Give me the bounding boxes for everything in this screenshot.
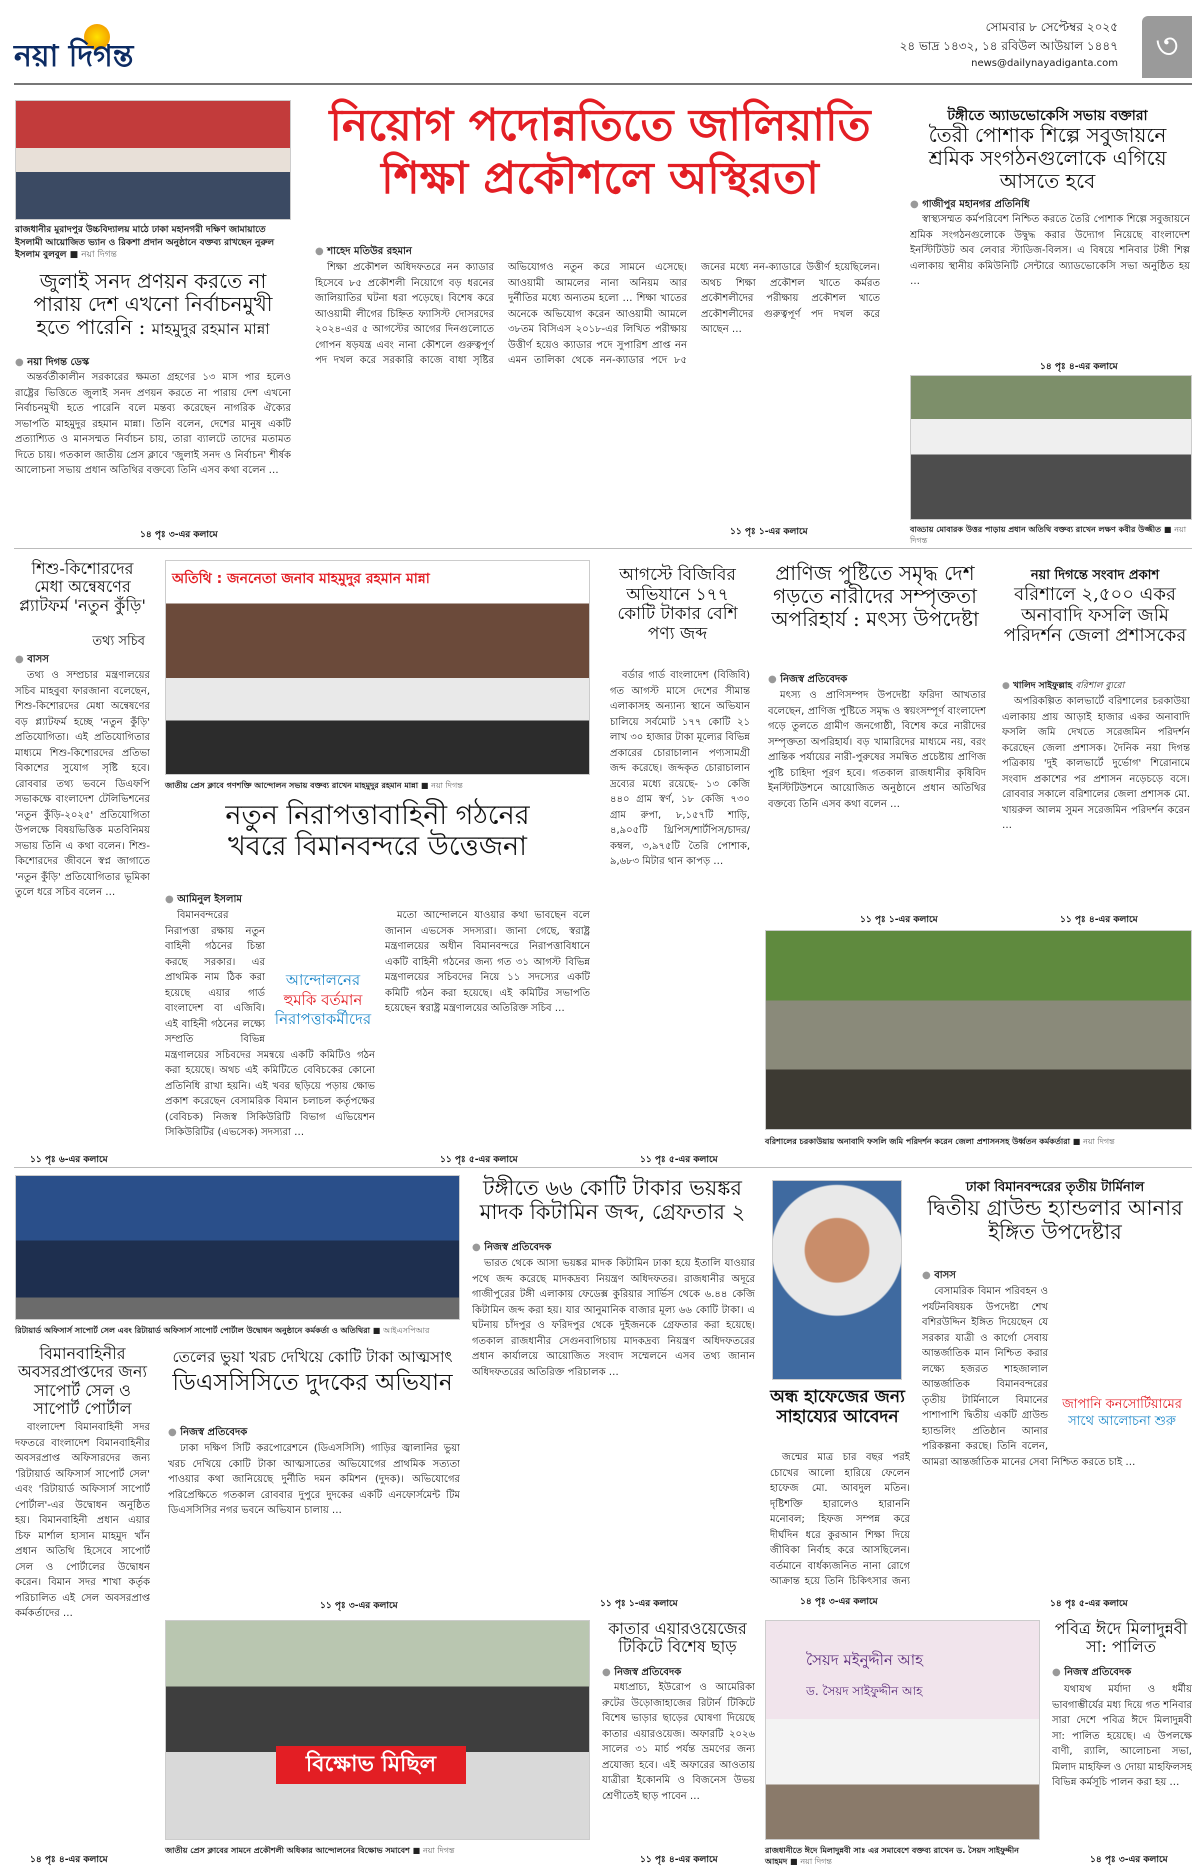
milad-byline: ● নিজস্ব প্রতিবেদক bbox=[1052, 1665, 1131, 1682]
airforce-headline: বিমানবাহিনীর অবসরপ্রাপ্তদের জন্য সাপোর্ট সেল ও সাপোর্ট পোর্টাল bbox=[17, 1344, 148, 1419]
garments-kicker: টঙ্গীতে অ্যাডভোকেসি সভায় বক্তারা bbox=[947, 108, 1148, 124]
lead-body bbox=[315, 260, 880, 522]
photo-source: নয়া দিগন্ত bbox=[1083, 1137, 1115, 1146]
body-text: জন্মের মাত্র চার বছর পরই চোখের আলো হারিয়ে ফেলেন হাফেজ মো. আবদুল মতিন। দৃষ্টিশক্তি হারালেও হারাননি মনোবল; হিফজ সম্পন্ন করে দীর্ঘদিন ধরে কুরআন শিক্ষা দিয়ে জীবিকা নির্বাহ করে আসছিলেন। বর্তমানে বার্ধক্যজনিত নানা রোগে আক্রান্ত হয়ে তিনি চিকিৎসার জন্য bbox=[770, 1452, 910, 1587]
fisheries-body bbox=[768, 688, 986, 906]
caption-text: রাজধানীর মুরাদপুর উচ্চবিদ্যালয় মাঠে ঢাকা মহানগরী দক্ষিণ জামায়াতে ইসলামী আয়োজিত ভ্যান ও রিকশা প্রদান অনুষ্ঠানে বক্তব্য রাখছেন নুরুল ইসলাম বুলবুল bbox=[15, 225, 275, 261]
headline-text: প্রাণিজ পুষ্টিতে সমৃদ্ধ দেশ গড়তে নারীদের সম্পৃক্ততা অপরিহার্য bbox=[771, 561, 977, 631]
caption-text: রাজধানীতে ঈদে মিলাদুন্নবী সাঃ এর সমাবেশে বক্তব্য রাখেন ড. সৈয়দ সাইফুদ্দীন আহমদ bbox=[765, 1846, 1019, 1867]
fisheries-continued[interactable]: ১১ পৃঃ ১-এর কলামে bbox=[860, 915, 938, 925]
photo-source: নয়া দিগন্ত bbox=[800, 1857, 832, 1867]
photo-banner: অতিথি : জননেতা জনাব মাহমুদুর রহমান মান্না bbox=[166, 565, 506, 593]
body-text: বিমানবন্দরের নিরাপত্তা রক্ষায় নতুন বাহিনী গঠনের চিন্তা করছে সরকার। এর প্রাথমিক নাম ঠিক করা হয়েছে এয়ার গার্ড বাংলাদেশ বা এজিবি। এই বাহিনী গঠনের লক্ষ্যে সম্প্রতি বিভিন্ন মন্ত্রণালয়ের সচিবদের সমন্বয়ে একটি কমিটিও গঠন করা হয়েছে। অথচ এই কমিটিতে বেবিচকের কোনো প্রতিনিধি রাখা হয়নি। এই খবর ছড়িয়ে পড়ায় ক্ষোভ প্রকাশ করেছেন বেসামরিক বিমান চলাচল কর্তৃপক্ষের (বেবিচক) নিজস্ব সিকিউরিটি বিভাগ এভিয়েশন সিকিউরিটির (এভসেক) সদস্যরা … bbox=[165, 910, 375, 1138]
blind-hafez-body bbox=[770, 1450, 910, 1588]
airforce-photo-caption: রিটায়ার্ড অফিসার্স সাপোর্ট সেল এবং রিটায়ার্ড অফিসার্স সাপোর্ট পোর্টাল উদ্বোধন অনুষ্ঠানে কর্মকর্তা ও অতিথিরা ■ আইএসপিআর bbox=[15, 1326, 430, 1335]
jamaat-event-photo bbox=[15, 100, 291, 220]
body-text: বেসামরিক বিমান পরিবহন ও পর্যটনবিষয়ক উপদেষ্টা শেখ বশিরউদ্দিন ইঙ্গিত দিয়েছেন যে সরকার যাত্রী ও কার্গো সেবায় আন্তর্জাতিক মান নিশ্চিত করার লক্ষ্যে হজরত শাহজালাল আন্তর্জাতিক বিমানবন্দরের তৃতীয় টার্মিনালে বিমানের পাশাপাশি দ্বিতীয় একটি গ্রাউন্ড হ্যান্ডলিং প্রতিষ্ঠান আনার পরিকল্পনা করছে। তিনি বলেন, আমরা আন্তর্জাতিক মানের সেবা নিশ্চিত করতে চাই … bbox=[922, 1286, 1136, 1468]
date-bangla-hijri: ২৪ ভাদ্র ১৪৩২, ১৪ রবিউল আউয়াল ১৪৪৭ bbox=[899, 39, 1118, 54]
photo-source: নয়া দিগন্ত bbox=[422, 1846, 455, 1855]
terminal-kicker: ঢাকা বিমানবন্দরের তৃতীয় টার্মিনাল bbox=[965, 1180, 1145, 1195]
lead-body-text: শিক্ষা প্রকৌশল অধিদফতরে নন ক্যাডার হিসেবে ৮৫ প্রকৌশলী নিয়োগে বড় ধরনের জালিয়াতির ঘটনা ধরা পড়েছে। বিশেষ করে আওয়ামী লীগের চিহ্নিত ফ্যাসিস্ট দোসরদের ২০২৪-এর ৫ আগস্টের আগের দিনগুলোতে গোপন ষড়যন্ত্র এবং নানা কৌশলে গুরুত্বপূর্ণ পদ দখল করে সরকারি কাজে বাধা সৃষ্টির অভিযোগও নতুন করে সামনে এসেছে। আওয়ামী আমলের নানা অনিয়ম আর দুর্নীতির মধ্যে অন্যতম হলো … শিক্ষা খাতের অনেকে অভিযোগ করেন আওয়ামী আমলে ৩৮তম বিসিএস ২০১৮-এর লিখিত পরীক্ষায় উত্তীর্ণ হয়েও ক্যাডার পদে সুপারিশ প্রাপ্ত নন এমন তালিকা থেকে নন-ক্যাডার পদে ৮৫ জনের মধ্যে নন-ক্যাডারে উত্তীর্ণ হয়েছিলেন। অথচ শিক্ষা প্রকৌশল খাতে কর্মরত প্রকৌশলীদের পরীক্ষায় প্রকৌশল খাতে প্রকৌশলীদের গুরুত্বপূর্ণ পদ দখল করে আছেন … bbox=[315, 262, 880, 366]
qatar-byline: ● নিজস্ব প্রতিবেদক bbox=[602, 1665, 681, 1682]
caption-text: বরিশালের চরকাউয়ায় অনাবাদি ফসলি জমি পরিদর্শন করেন জেলা প্রশাসনসহ উর্ধ্বতন কর্মকর্তারা bbox=[765, 1137, 1070, 1146]
july-charter-byline: ● নয়া দিগন্ত ডেস্ক bbox=[15, 355, 89, 372]
july-charter-headline: জুলাই সনদ প্রণয়ন করতে না পারায় দেশ এখনো নির্বাচনমুখী হতে পারেনি : মাহমুদুর রহমান মান্না bbox=[33, 269, 273, 339]
caption-text: বাড্ডায় মোবারক উত্তর পাড়ায় প্রধান অতিথি বক্তব্য রাখেন লক্ষণ কবীর উজ্জীত bbox=[910, 525, 1162, 534]
press-club-photo bbox=[165, 560, 590, 775]
lead-byline: ● শাহেদ মতিউর রহমান bbox=[315, 244, 412, 261]
milad-headline: পবিত্র ঈদে মিলাদুন্নবী সা: পালিত bbox=[1054, 1619, 1188, 1657]
headline-line1: নতুন নিরাপত্তাবাহিনী গঠনের bbox=[225, 800, 530, 831]
barishal-body bbox=[1002, 694, 1190, 906]
hafez-portrait-photo bbox=[772, 1180, 902, 1380]
airforce-event-photo bbox=[15, 1175, 460, 1320]
dscc-headline: ডিএসসিসিতে দুদকের অভিযান bbox=[172, 1370, 453, 1396]
body-text: অপরিকল্পিত কালভার্টে বরিশালের চরকাউয়া এলাকায় প্রায় আড়াই হাজার একর অনাবাদি ফসলি জমি দেখতে সরেজমিন পরিদর্শন করেছেন জেলা প্রশাসক। দৈনিক নয়া দিগন্ত পত্রিকায় 'দুই কালভার্টে দুর্ভোগ' শিরোনামে সংবাদ প্রকাশের পর প্রশাসন নড়েচড়ে বসে। রোববার সকালে বরিশালের জেলা প্রশাসক মো. খায়রুল আলম সুমন সরেজমিন পরিদর্শন করেন … bbox=[1002, 696, 1190, 831]
barishal-photo-caption: বরিশালের চরকাউয়ায় অনাবাদি ফসলি জমি পরিদর্শন করেন জেলা প্রশাসনসহ উর্ধ্বতন কর্মকর্তারা ■ নয়া দিগন্ত bbox=[765, 1137, 1115, 1146]
bgb-body bbox=[610, 668, 750, 1148]
fisheries-byline: ● নিজস্ব প্রতিবেদক bbox=[768, 672, 847, 689]
notun-kuri-headline: শিশু-কিশোরদের মেধা অন্বেষণের প্ল্যাটফর্ম 'নতুন কুঁড়ি' bbox=[19, 559, 146, 615]
notun-kuri-continued[interactable]: ১১ পৃঃ ৬-এর কলামে bbox=[30, 1155, 108, 1165]
headline-line2: খবরে বিমানবন্দরে উত্তেজনা bbox=[228, 831, 527, 863]
rally-photo-caption: জাতীয় প্রেস ক্লাবের সামনে প্রকৌশলী অধিকার আন্দোলনের বিক্ষোভ সমাবেশ ■ নয়া দিগন্ত bbox=[165, 1846, 455, 1855]
ketamine-headline: টঙ্গীতে ৬৬ কোটি টাকার ভয়ঙ্কর মাদক কিটামিন জব্দ, গ্রেফতার ২ bbox=[479, 1176, 746, 1225]
byline-name: খালিদ সাইফুল্লাহ bbox=[1013, 681, 1073, 691]
milad-photo-caption: রাজধানীতে ঈদে মিলাদুন্নবী সাঃ এর সমাবেশে বক্তব্য রাখেন ড. সৈয়দ সাইফুদ্দীন আহমদ ■ নয়া দিগন্ত bbox=[765, 1846, 1019, 1867]
header-rule bbox=[14, 83, 1192, 85]
airforce-continued[interactable]: ১৪ পৃঃ ৪-এর কলামে bbox=[30, 1855, 108, 1865]
photo-source: নয়া দিগন্ত bbox=[81, 250, 117, 261]
garments-headline: তৈরী পোশাক শিল্পে সবুজায়নে শ্রমিক সংগঠনগুলোকে এগিয়ে আসতে হবে bbox=[928, 123, 1167, 193]
body-text: মতো আন্দোলনে যাওয়ার কথা ভাবছেন বলে জানান এভসেক সদস্যরা। জানা গেছে, স্বরাষ্ট্র মন্ত্রণালয়ের অধীন বিমানবন্দরে নিরাপত্তাবিধানে একটি বাহিনী গঠনের জন্য গত ৩১ আগস্ট বিভিন্ন মন্ত্রণালয়ের সচিবদের নিয়ে ১১ সদস্যের একটি কমিটি গঠন করা হয়েছে। এই কমিটির সভাপতি হয়েছেন স্বরাষ্ট্র মন্ত্রণালয়ের অতিরিক্ত সচিব … bbox=[385, 910, 590, 1014]
caption-text: জাতীয় প্রেস ক্লাবে গণশক্তি আন্দোলন সভায় বক্তব্য রাখেন মাহমুদুর রহমান মান্না bbox=[165, 781, 419, 790]
page-number-badge bbox=[1142, 16, 1192, 78]
caption-text: রিটায়ার্ড অফিসার্স সাপোর্ট সেল এবং রিটায়ার্ড অফিসার্স সাপোর্ট পোর্টাল উদ্বোধন অনুষ্ঠানে কর্মকর্তা ও অতিথিরা bbox=[15, 1326, 370, 1335]
headline-speaker: মৎস্য উপদেষ্টা bbox=[866, 607, 979, 631]
terminal-body bbox=[922, 1284, 1190, 1590]
lead-headline-line1: নিয়োগ পদোন্নতিতে জালিয়াতি bbox=[329, 100, 871, 151]
notun-kuri-byline: ● বাসস bbox=[15, 652, 49, 669]
quote-line2: সাথে আলোচনা শুরু bbox=[1068, 1413, 1176, 1429]
bgb-headline: আগস্টে বিজিবির অভিযানে ১৭৭ কোটি টাকার বেশি পণ্য জব্দ bbox=[617, 565, 738, 644]
barishal-field-photo bbox=[765, 930, 1192, 1130]
section-rule bbox=[14, 548, 1192, 549]
july-charter-body bbox=[15, 370, 291, 525]
logo-text: নয়া দিগন্ত bbox=[14, 39, 134, 74]
bgb-continued[interactable]: ১১ পৃঃ ৫-এর কলামে bbox=[640, 1155, 718, 1165]
lead-continued[interactable]: ১১ পৃঃ ১-এর কলামে bbox=[730, 527, 808, 537]
airport-security-headline bbox=[165, 800, 590, 862]
masthead bbox=[0, 0, 1200, 80]
notun-kuri-body bbox=[15, 668, 150, 1148]
milad-body bbox=[1052, 1682, 1192, 1846]
fisheries-headline: প্রাণিজ পুষ্টিতে সমৃদ্ধ দেশ গড়তে নারীদের সম্পৃক্ততা অপরিহার্য : মৎস্য উপদেষ্টা bbox=[771, 561, 979, 631]
garments-byline: ● গাজীপুর মহানগর প্রতিনিধি bbox=[910, 197, 1030, 214]
quote-line1: জাপানি কনসোর্টিয়ামের bbox=[1062, 1397, 1182, 1412]
barishal-continued[interactable]: ১১ পৃঃ ৪-এর কলামে bbox=[1060, 915, 1138, 925]
terminal-headline: দ্বিতীয় গ্রাউন্ড হ্যান্ডলার আনার ইঙ্গিত উপদেষ্টার bbox=[927, 1196, 1183, 1245]
logo bbox=[14, 22, 214, 72]
photo-source: নয়া দিগন্ত bbox=[910, 525, 1187, 546]
notun-kuri-speaker: তথ্য সচিব bbox=[92, 634, 145, 649]
garments-continued[interactable]: ১৪ পৃঃ ৪-এর কলামে bbox=[1040, 362, 1118, 372]
milad-event-photo bbox=[765, 1620, 1040, 1840]
body-text: যথাযথ মর্যাদা ও ধর্মীয় ভাবগাম্ভীর্যের মধ্য দিয়ে গত শনিবার সারা দেশে পবিত্র ঈদে মিলাদুন্নবী সা: পালিত হয়েছে। এ উপলক্ষে বাণী, র‍্যালি, আলোচনা সভা, মিলাদ মাহফিল ও দোয়া মাহফিলসহ বিভিন্ন কর্মসূচি পালন করা হয় … bbox=[1052, 1684, 1192, 1788]
dscc-byline: ● নিজস্ব প্রতিবেদক bbox=[168, 1425, 247, 1442]
airforce-body bbox=[15, 1420, 150, 1848]
qatar-continued[interactable]: ১১ পৃঃ ৪-এর কলামে bbox=[640, 1855, 718, 1865]
quote-line1: আন্দোলনের bbox=[285, 971, 361, 989]
terminal-byline: ● বাসস bbox=[922, 1268, 956, 1285]
qatar-body bbox=[602, 1680, 755, 1846]
airport-security-byline: ● আমিনুল ইসলাম bbox=[165, 892, 242, 909]
headline-text: জুলাই সনদ প্রণয়ন করতে না পারায় দেশ এখনো নির্বাচনমুখী হতে পারেনি bbox=[33, 269, 273, 339]
dscc-body bbox=[168, 1441, 460, 1593]
jamaat-photo-caption: রাজধানীর মুরাদপুর উচ্চবিদ্যালয় মাঠে ঢাকা মহানগরী দক্ষিণ জামায়াতে ইসলামী আয়োজিত ভ্যান ও রিকশা প্রদান অনুষ্ঠানে বক্তব্য রাখছেন নুরুল ইসলাম বুলবুল ■ নয়া দিগন্ত bbox=[15, 225, 275, 261]
byline-place: বরিশাল ব্যুরো bbox=[1075, 681, 1125, 691]
lead-headline bbox=[305, 100, 895, 206]
body-text: মধ্যপ্রাচ্য, ইউরোপ ও আমেরিকা রুটের উড়োজাহাজের রিটার্ন টিকিটে বিশেষ ভাড়ার ছাড়ের ঘোষণা দিয়েছে কাতার এয়ারওয়েজ। অফারটি ২০২৬ সালের ৩১ মার্চ পর্যন্ত ভ্রমণের জন্য প্রযোজ্য হবে। এই অফারের আওতায় যাত্রীরা ইকোনমি ও বিজনেস উভয় শ্রেণীতেই ছাড় পাবেন … bbox=[602, 1682, 755, 1802]
dscc-kicker: তেলের ভুয়া খরচ দেখিয়ে কোটি টাকা আত্মসাৎ bbox=[172, 1348, 453, 1366]
email[interactable]: news@dailynayadiganta.com bbox=[971, 58, 1118, 70]
body-text: বাংলাদেশ বিমানবাহিনী সদর দফতরে বাংলাদেশ বিমানবাহিনীর অবসরপ্রাপ্ত অফিসারদের জন্য 'রিটায়ার্ড অফিসার্স সাপোর্ট সেল' এবং 'রিটায়ার্ড অফিসার্স সাপোর্ট পোর্টাল'-এর উদ্বোধন অনুষ্ঠিত হয়। বিমানবাহিনী প্রধান এয়ার চিফ মার্শাল হাসান মাহমুদ খাঁন প্রধান অতিথি হিসেবে সাপোর্ট সেল ও পোর্টালের উদ্বোধন করেন। বিমান সদর শাখা কর্তৃক পরিচালিত এই সেল অবসরপ্রাপ্ত কর্মকর্তাদের … bbox=[15, 1422, 150, 1619]
body-text: ঢাকা দক্ষিণ সিটি করপোরেশনে (ডিএসসিসি) গাড়ির জ্বালানির ভুয়া খরচ দেখিয়ে কোটি টাকা আত্মসাতের অভিযোগের প্রাথমিক সত্যতা পাওয়ার কথা জানিয়েছে দুর্নীতি দমন কমিশন (দুদক)। অভিযোগের পরিপ্রেক্ষিতে গতকাল রোববার দুপুরে দুদকের একটি এনফোর্সমেন্ট টিম ডিএসসিসির নগর ভবনে অভিযান চালায় … bbox=[168, 1443, 460, 1516]
press-club-caption: জাতীয় প্রেস ক্লাবে গণশক্তি আন্দোলন সভায় বক্তব্য রাখেন মাহমুদুর রহমান মান্না ■ নয়া দিগন্ত bbox=[165, 781, 463, 790]
milad-continued[interactable]: ১৪ পৃঃ ৩-এর কলামে bbox=[1090, 1855, 1168, 1865]
blind-hafez-headline: অন্ধ হাফেজের জন্য সাহায্যের আবেদন bbox=[770, 1387, 905, 1427]
body-text: অন্তর্বর্তীকালীন সরকারের ক্ষমতা গ্রহণের ১৩ মাস পার হলেও রাষ্ট্রের ভিত্তিতে জুলাই সনদ প্রণয়ন করতে না পারায় দেশ এখনো নির্বাচনমুখী হতে পারেনি বলে মন্তব্য করেছেন নাগরিক ঐক্যের সভাপতি মাহমুদুর রহমান মান্না। তিনি বলেন, দেশের মানুষ একটি প্রত্যাশ্যিত ও মানসম্মত নির্বাচন চায়, তারা ব্যালটে তাদের মতামত দিতে চায়। গতকাল জাতীয় প্রেস ক্লাবে 'জুলাই সনদ ও নির্বাচন' শীর্ষক আলোচনা সভায় প্রধান অতিথির বক্তব্যে তিনি এসব কথা বলেন … bbox=[15, 372, 291, 476]
photo-source: নয়া দিগন্ত bbox=[431, 781, 463, 790]
section-rule bbox=[14, 1167, 1192, 1168]
airport-security-body-col2 bbox=[385, 908, 590, 1148]
airport-pull-quote bbox=[271, 968, 375, 1033]
quote-line3: নিরাপত্তাকর্মীদের bbox=[274, 1010, 372, 1028]
banner-line2: ড. সৈয়দ সাইফুদ্দীন আহ bbox=[806, 1684, 923, 1698]
protest-rally-photo bbox=[165, 1620, 590, 1840]
date-gregorian: সোমবার ৮ সেপ্টেম্বর ২০২৫ bbox=[985, 20, 1118, 34]
garments-body bbox=[910, 212, 1190, 357]
body-text: মৎস্য ও প্রাণিসম্পদ উপদেষ্টা ফরিদা আখতার বলেছেন, প্রাণিজ পুষ্টিতে সমৃদ্ধ ও স্বয়ংসম্পূর্ণ বাংলাদেশ গড়ে তুলতে গ্রামীণ জনগোষ্ঠী, বিশেষ করে নারীদের সম্পৃক্ততা অপরিহার্য। বড় খামারিদের মাধ্যমে নয়, বরং প্রান্তিক পর্যায়ের নারী-পুরুষের সমন্বিত প্রচেষ্টায় প্রাণিজ পুষ্টি চাহিদা পূরণ হবে। গতকাল রাজধানীর কৃষিবিদ ইনস্টিটিউশনে আয়োজিত অনুষ্ঠানে প্রধান অতিথির বক্তব্যে তিনি এসব কথা বলেন … bbox=[768, 690, 986, 810]
ketamine-body bbox=[472, 1256, 755, 1592]
barishal-byline bbox=[1002, 678, 1124, 693]
dateline bbox=[900, 18, 1118, 72]
banner-line1: সৈয়দ মইনুদ্দীন আহ bbox=[806, 1651, 924, 1669]
photo-source: আইএসপিআর bbox=[383, 1326, 430, 1335]
body-text: ভারত থেকে আসা ভয়ঙ্কর মাদক কিটামিন ঢাকা হয়ে ইতালি যাওয়ার পথে জব্দ করেছে মাদকদ্রব্য নিয়ন্ত্রণ অধিদফতর। রাজধানীর অদূরে গাজীপুরের টঙ্গী এলাকায় ফেডেক্স কুরিয়ার সার্ভিস থেকে ৬.৪৪ কেজি কিটামিন জব্দ করা হয়। যার আনুমানিক বাজার মূল্য ৬৬ কোটি টাকা। এ ঘটনায় চাঁদপুর ও ফরিদপুর থেকে দুইজনকে গ্রেফতার করা হয়েছে। গতকাল রাজধানীর সেগুনবাগিচায় মাদকদ্রব্য নিয়ন্ত্রণ অধিদফতরের প্রধান কার্যালয়ে আয়োজিত সংবাদ সম্মেলনে এসব তথ্য জানান অধিদফতরের অতিরিক্ত পরিচালক … bbox=[472, 1258, 755, 1378]
ketamine-byline: ● নিজস্ব প্রতিবেদক bbox=[472, 1240, 551, 1257]
ketamine-continued[interactable]: ১১ পৃঃ ১-এর কলামে bbox=[600, 1599, 678, 1609]
caption-text: জাতীয় প্রেস ক্লাবের সামনে প্রকৌশলী অধিকার আন্দোলনের বিক্ষোভ সমাবেশ bbox=[165, 1846, 410, 1855]
headline-speaker: মাহমুদুর রহমান মান্না bbox=[151, 320, 270, 338]
barishal-headline: বরিশালে ২,৫০০ একর অনাবাদি ফসলি জমি পরিদর্শন জেলা প্রশাসকের bbox=[1003, 584, 1187, 647]
july-charter-continued[interactable]: ১৪ পৃঃ ৩-এর কলামে bbox=[140, 530, 218, 540]
body-text: স্বাস্থ্যসম্মত কর্মপরিবেশ নিশ্চিত করতে তৈরি পোশাক শিল্পে সবুজায়নে শ্রমিক সংগঠনগুলোকে উদ্বুদ্ধ করার উদ্যোগ নিয়েছে বাংলাদেশ ইনস্টিটিউট অব লেবার স্টাডিজ-বিলস। এ বিষয়ে শনিবার টঙ্গী শিল্প এলাকায় স্থানীয় কমিউনিটি সেন্টারে অ্যাডভোকেসি সভা অনুষ্ঠিত হয় … bbox=[910, 214, 1190, 287]
garments-meeting-photo bbox=[910, 375, 1192, 520]
airport-security-body-col1 bbox=[165, 908, 375, 1148]
dscc-continued[interactable]: ১১ পৃঃ ৩-এর কলামে bbox=[320, 1601, 398, 1611]
rally-banner: বিক্ষোভ মিছিল bbox=[276, 1746, 466, 1784]
body-text: বর্ডার গার্ড বাংলাদেশ (বিজিবি) গত আগস্ট মাসে দেশের সীমান্ত এলাকাসহ অন্যান্য স্থানে অভিযান চালিয়ে সর্বমোট ১৭৭ কোটি ২১ লাখ ৩০ হাজার টাকা মূল্যের বিভিন্ন প্রকারের চোরাচালান পণ্যসামগ্রী জব্দ করেছে। জব্দকৃত চোরাচালান দ্রব্যের মধ্যে রয়েছে- ১৩ কেজি ৪৪০ গ্রাম স্বর্ণ, ১৮ কেজি ৭৩০ গ্রাম রুপা, ৮,১৫৭টি শাড়ি, ৪,৯০৫টি থ্রিপিস/শার্টপিস/চাদর/কম্বল, ৩,৯৭৫টি তৈরি পোশাক, ৯,৬৮৩ মিটার থান কাপড় … bbox=[610, 670, 750, 867]
body-text: তথ্য ও সম্প্রচার মন্ত্রণালয়ের সচিব মাহবুবা ফারজানা বলেছেন, শিশু-কিশোরদের মেধা অন্বেষণের বড় প্ল্যাটফর্ম হচ্ছে 'নতুন কুঁড়ি' প্রতিযোগিতা। এই প্রতিযোগিতার মাধ্যমে শিশু-কিশোরদের প্রতিভা বিকাশের সুযোগ সৃষ্টি হবে। রোববার তথ্য ভবনে ডিএফপি সভাকক্ষে বাংলাদেশ টেলিভিশনের 'নতুন কুঁড়ি-২০২৫' প্রতিযোগিতা উপলক্ষে বিষয়ভিত্তিক মতবিনিময় সভায় তিনি এ কথা বলেন। শিশু-কিশোরদের জীবনে স্বপ্ন জাগাতে 'নতুন কুঁড়ি' প্রতিযোগিতার ভূমিকা তুলে ধরে সচিব বলেন … bbox=[15, 670, 150, 898]
lead-headline-line2: শিক্ষা প্রকৌশলে অস্থিরতা bbox=[381, 152, 819, 204]
quote-line2: হুমকি বর্তমান bbox=[283, 990, 363, 1009]
page-number: ৩ bbox=[1155, 26, 1179, 67]
terminal-continued[interactable]: ১৪ পৃঃ ৫-এর কলামে bbox=[1050, 1599, 1128, 1609]
airport-security-continued[interactable]: ১১ পৃঃ ৫-এর কলামে bbox=[440, 1155, 518, 1165]
barishal-kicker: নয়া দিগন্তে সংবাদ প্রকাশ bbox=[1030, 568, 1160, 583]
terminal-pull-quote bbox=[1054, 1394, 1190, 1434]
garments-photo-caption: বাড্ডায় মোবারক উত্তর পাড়ায় প্রধান অতিথি বক্তব্য রাখেন লক্ষণ কবীর উজ্জীত ■ নয়া দিগন্ত bbox=[910, 525, 1187, 546]
qatar-headline: কাতার এয়ারওয়েজের টিকিটে বিশেষ ছাড় bbox=[608, 1619, 747, 1657]
blind-hafez-continued[interactable]: ১৪ পৃঃ ৩-এর কলামে bbox=[800, 1597, 878, 1607]
